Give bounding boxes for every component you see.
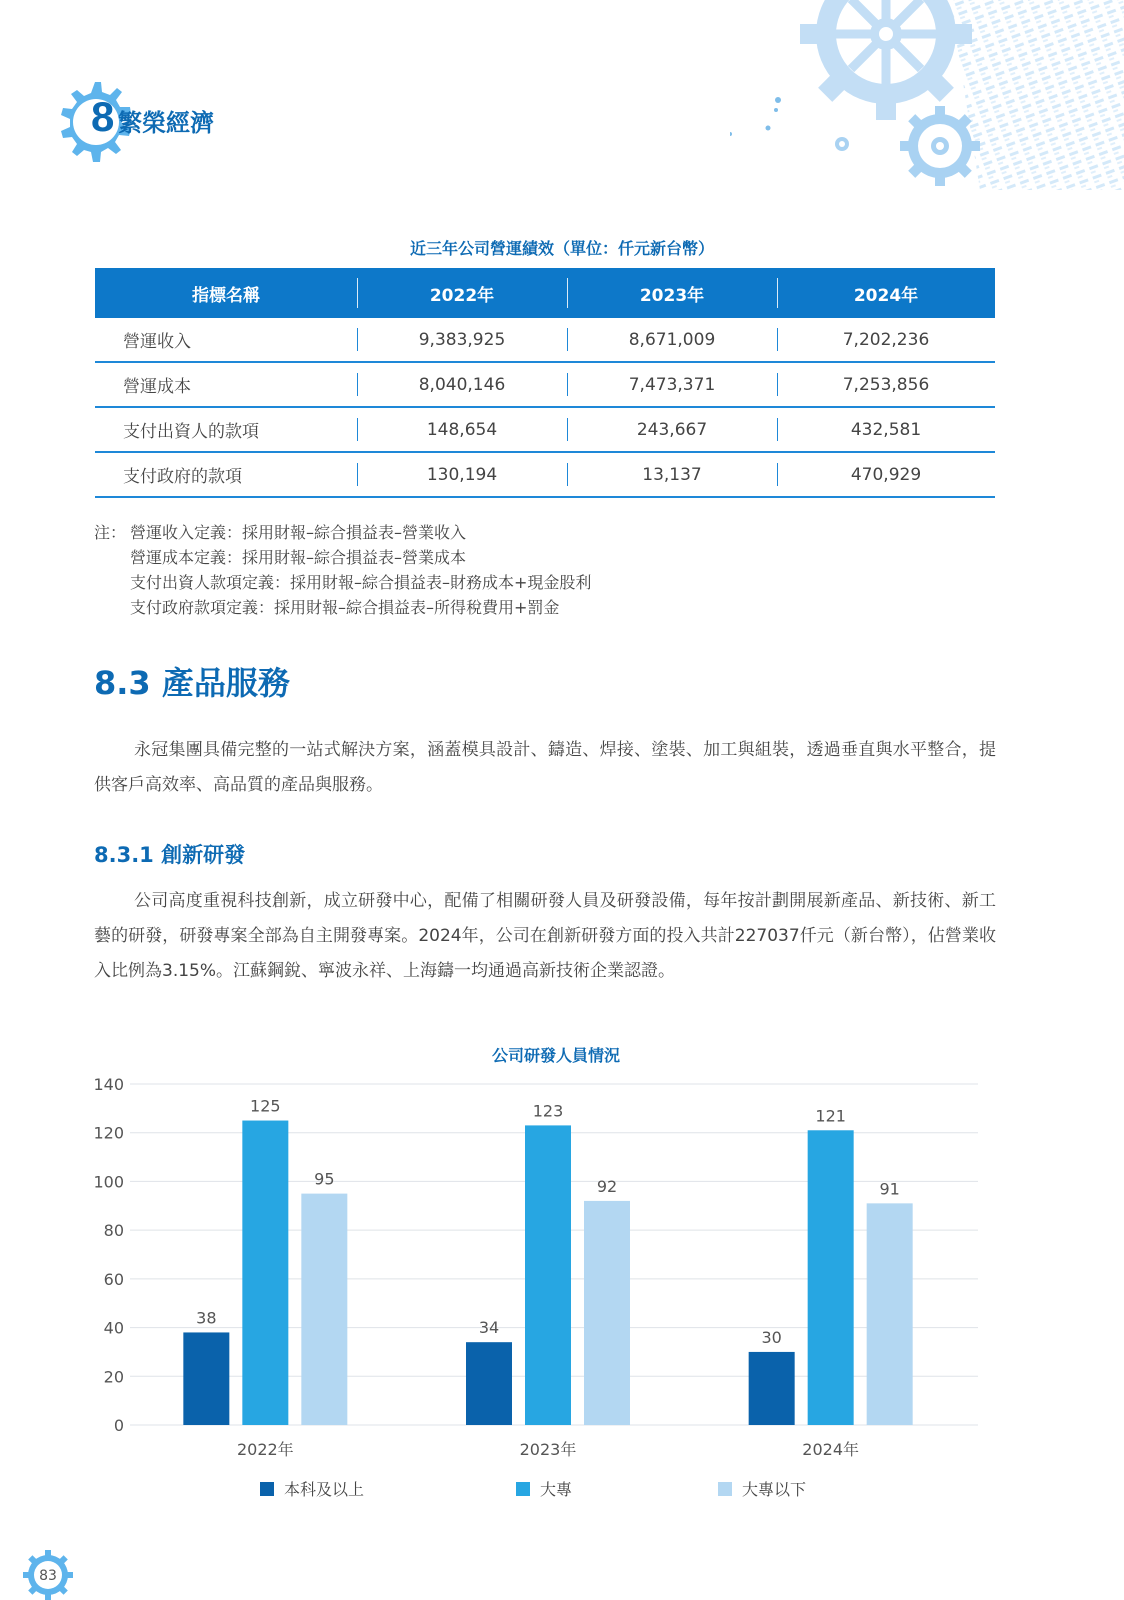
column-header: 2022年 bbox=[357, 268, 567, 318]
page-number-gear-icon bbox=[22, 1550, 74, 1600]
x-tick-label: 2023年 bbox=[519, 1440, 577, 1459]
bar bbox=[749, 1352, 795, 1425]
y-tick-label: 100 bbox=[93, 1172, 124, 1192]
y-tick-label: 60 bbox=[103, 1269, 124, 1289]
x-tick-label: 2024年 bbox=[802, 1440, 860, 1459]
bar bbox=[525, 1125, 571, 1425]
data-label: 30 bbox=[761, 1327, 782, 1347]
section-heading: 8.3 產品服務 bbox=[94, 664, 290, 702]
legend-label: 本科及以上 bbox=[284, 1480, 365, 1499]
column-header: 2023年 bbox=[567, 268, 777, 318]
section-paragraph: 永冠集團具備完整的一站式解決方案，涵蓋模具設計、鑄造、焊接、塗裝、加工與組裝，透過垂直與水平整合，提供客戶高效率、高品質的產品與服務。 bbox=[94, 740, 996, 795]
table-cell: 7,473,371 bbox=[567, 362, 777, 407]
page-number: 83 bbox=[39, 1568, 57, 1584]
y-tick-label: 0 bbox=[113, 1416, 124, 1435]
bar bbox=[867, 1203, 913, 1425]
row-label: 支付出資人的款項 bbox=[95, 407, 357, 452]
note-line: 營運成本定義：採用財報–綜合損益表–營業成本 bbox=[130, 548, 467, 567]
subsection-paragraph: 公司高度重視科技創新，成立研發中心，配備了相關研發人員及研發設備，每年按計劃開展新產品、新技術、新工藝的研發，研發專案全部為自主開發專案。2024年，公司在創新研發方面的投入共計227037仟元（新台幣），佔營業收入比例為3.15%。江蘇鋼銳、寧波永祥、上海鑄一均通過高新技術企業認證。 bbox=[94, 891, 996, 981]
legend-swatch bbox=[718, 1482, 732, 1496]
table-header-row bbox=[95, 268, 995, 318]
table-row bbox=[95, 407, 995, 452]
note-line: 支付出資人款項定義：採用財報–綜合損益表–財務成本+現金股利 bbox=[130, 573, 592, 592]
table-cell: 8,040,146 bbox=[357, 362, 567, 407]
bar bbox=[301, 1194, 347, 1425]
table-notes bbox=[94, 520, 591, 620]
table-cell: 470,929 bbox=[777, 452, 995, 497]
row-label: 支付政府的款項 bbox=[95, 452, 357, 497]
row-label: 營運成本 bbox=[95, 362, 357, 407]
y-tick-label: 20 bbox=[103, 1367, 124, 1387]
table-cell: 148,654 bbox=[357, 407, 567, 452]
table-cell: 243,667 bbox=[567, 407, 777, 452]
table-row bbox=[95, 452, 995, 497]
chapter-number: 8 bbox=[91, 93, 115, 140]
legend-swatch bbox=[516, 1482, 530, 1496]
x-tick-label: 2022年 bbox=[236, 1440, 294, 1459]
table-cell: 7,253,856 bbox=[777, 362, 995, 407]
table-cell: 13,137 bbox=[567, 452, 777, 497]
chapter-title: 繁榮經濟 bbox=[118, 109, 214, 137]
y-tick-label: 140 bbox=[93, 1075, 124, 1094]
data-label: 38 bbox=[196, 1308, 217, 1328]
subsection-heading: 8.3.1 創新研發 bbox=[94, 843, 246, 867]
legend-label: 大專 bbox=[540, 1480, 573, 1499]
column-header: 指標名稱 bbox=[95, 268, 357, 318]
data-label: 123 bbox=[532, 1101, 564, 1121]
data-label: 95 bbox=[314, 1169, 335, 1189]
note-line: 營運收入定義：採用財報–綜合損益表–營業收入 bbox=[130, 523, 467, 542]
legend-label: 大專以下 bbox=[742, 1480, 807, 1499]
note-line: 支付政府款項定義：採用財報–綜合損益表–所得稅費用+罰金 bbox=[130, 598, 560, 617]
table-cell: 130,194 bbox=[357, 452, 567, 497]
bar bbox=[584, 1201, 630, 1425]
bar bbox=[466, 1342, 512, 1425]
performance-table bbox=[95, 268, 995, 498]
y-tick-label: 40 bbox=[103, 1318, 124, 1338]
notes-prefix: 注： bbox=[94, 523, 127, 542]
bar bbox=[808, 1130, 854, 1425]
rd-staff-bar-chart bbox=[84, 1040, 1004, 1520]
data-label: 91 bbox=[879, 1179, 900, 1199]
table-cell: 8,671,009 bbox=[567, 318, 777, 362]
bar bbox=[242, 1121, 288, 1425]
table-cell: 432,581 bbox=[777, 407, 995, 452]
data-label: 34 bbox=[478, 1318, 500, 1338]
table-row bbox=[95, 362, 995, 407]
table-cell: 9,383,925 bbox=[357, 318, 567, 362]
table-cell: 7,202,236 bbox=[777, 318, 995, 362]
data-label: 121 bbox=[815, 1106, 846, 1126]
row-label: 營運收入 bbox=[95, 318, 357, 362]
data-label: 92 bbox=[596, 1176, 618, 1196]
y-tick-label: 80 bbox=[103, 1221, 124, 1241]
column-header: 2024年 bbox=[777, 268, 995, 318]
legend-swatch bbox=[260, 1482, 274, 1496]
chart-title: 公司研發人員情況 bbox=[491, 1046, 621, 1065]
y-tick-label: 120 bbox=[93, 1123, 124, 1143]
bar bbox=[183, 1332, 229, 1425]
table-row bbox=[95, 318, 995, 362]
data-label: 125 bbox=[250, 1096, 281, 1116]
decorative-gears-icon bbox=[730, 0, 1124, 210]
table-caption: 近三年公司營運績效（單位：仟元新台幣） bbox=[409, 239, 714, 258]
